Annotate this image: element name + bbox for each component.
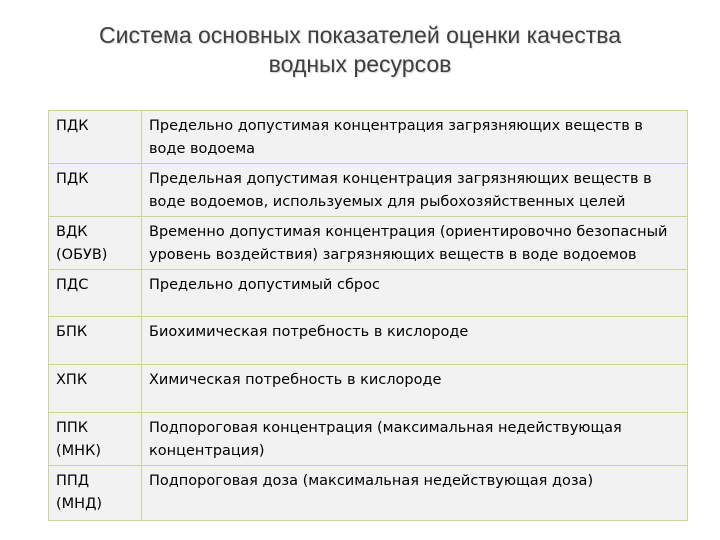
description-cell: Химическая потребность в кислороде xyxy=(142,365,688,413)
table-row xyxy=(49,317,688,365)
description-cell: Предельная допустимая концентрация загрязняющих веществ в воде водоемов, используемых для рыбохозяйственных целей xyxy=(142,164,688,217)
abbreviation-cell: ПДК xyxy=(49,164,142,217)
abbreviation-cell: ПДС xyxy=(49,270,142,317)
description-cell: Предельно допустимая концентрация загрязняющих веществ в воде водоема xyxy=(142,111,688,164)
table-row xyxy=(49,466,688,521)
slide-title: Система основных показателей оценки качества водных ресурсов xyxy=(99,22,621,77)
table-row xyxy=(49,413,688,466)
table-row xyxy=(49,164,688,217)
indicators-table xyxy=(48,110,688,521)
description-cell: Биохимическая потребность в кислороде xyxy=(142,317,688,365)
description-cell: Подпороговая концентрация (максимальная недействующая концентрация) xyxy=(142,413,688,466)
description-cell: Подпороговая доза (максимальная недействующая доза) xyxy=(142,466,688,521)
abbreviation-cell: ХПК xyxy=(49,365,142,413)
indicators-table-container xyxy=(48,110,688,521)
description-cell: Предельно допустимый сброс xyxy=(142,270,688,317)
table-row xyxy=(49,270,688,317)
table-row xyxy=(49,217,688,270)
table-row xyxy=(49,111,688,164)
abbreviation-cell: ППД (МНД) xyxy=(49,466,142,521)
abbreviation-cell: ППК (МНК) xyxy=(49,413,142,466)
abbreviation-cell: БПК xyxy=(49,317,142,365)
table-row xyxy=(49,365,688,413)
abbreviation-cell: ВДК (ОБУВ) xyxy=(49,217,142,270)
description-cell: Временно допустимая концентрация (ориентировочно безопасный уровень воздействия) загрязняющих веществ в воде водоемов xyxy=(142,217,688,270)
abbreviation-cell: ПДК xyxy=(49,111,142,164)
